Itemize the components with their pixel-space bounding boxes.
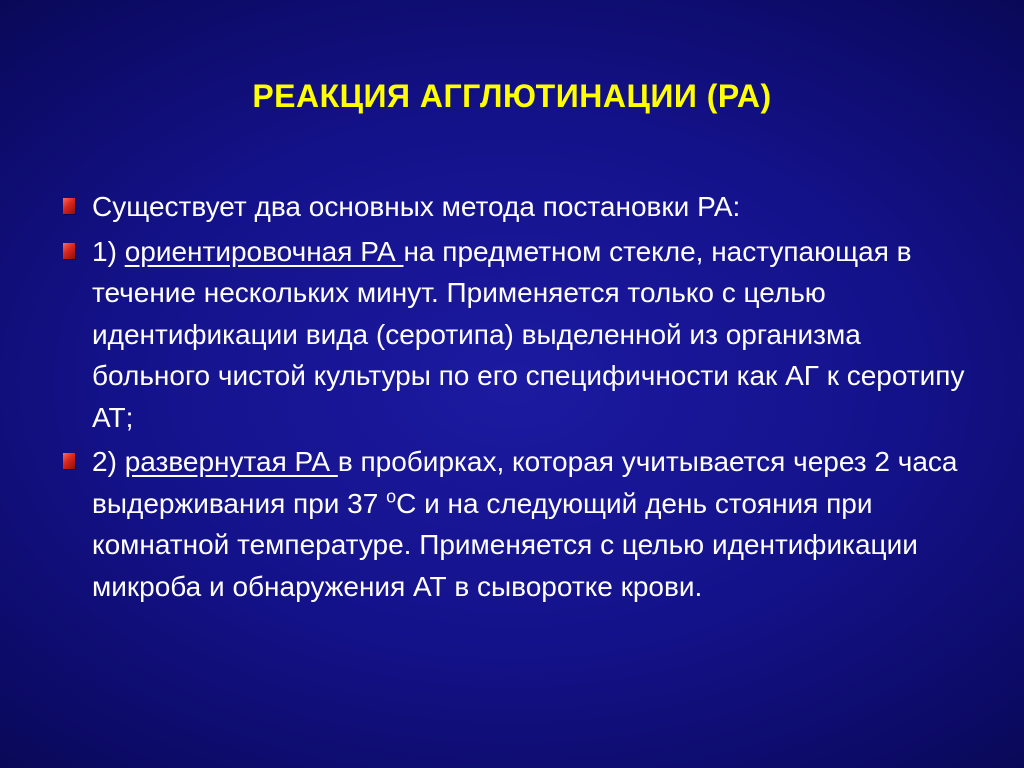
square-bullet-icon <box>63 453 75 469</box>
bullet-prefix: 1) <box>92 235 125 267</box>
degree-superscript: о <box>386 486 397 507</box>
method-name: ориентировочная РА <box>124 235 404 267</box>
bullet-prefix: 2) <box>92 446 125 477</box>
bullet-item-method-1 <box>60 231 980 439</box>
bullet-text: в пробирках, которая учитывается через 2 часа выдерживания при 37 <box>92 446 958 519</box>
square-bullet-icon <box>63 198 75 214</box>
slide-title: РЕАКЦИЯ АГГЛЮТИНАЦИИ (РА) <box>252 78 772 114</box>
bullet-text-continued: С и на следующий день стояния при комнатной температуре. Применяется с целью идентификации микроба и обнаружения АТ в сыворотке крови. <box>92 487 918 602</box>
method-name: развернутая РА <box>124 446 338 477</box>
square-bullet-icon <box>63 243 75 259</box>
slide-body <box>60 186 980 610</box>
bullet-text: на предметном стекле, наступающая в течение нескольких минут. Применяется только с целью идентификации вида (серотипа) выделенной из организма больного чистой культуры по его специфичности как АГ к серотипу АТ; <box>92 235 965 433</box>
bullet-text: Существует два основных метода постановки РА: <box>92 191 741 222</box>
bullet-item-intro <box>60 186 980 228</box>
bullet-item-method-2 <box>60 441 980 607</box>
